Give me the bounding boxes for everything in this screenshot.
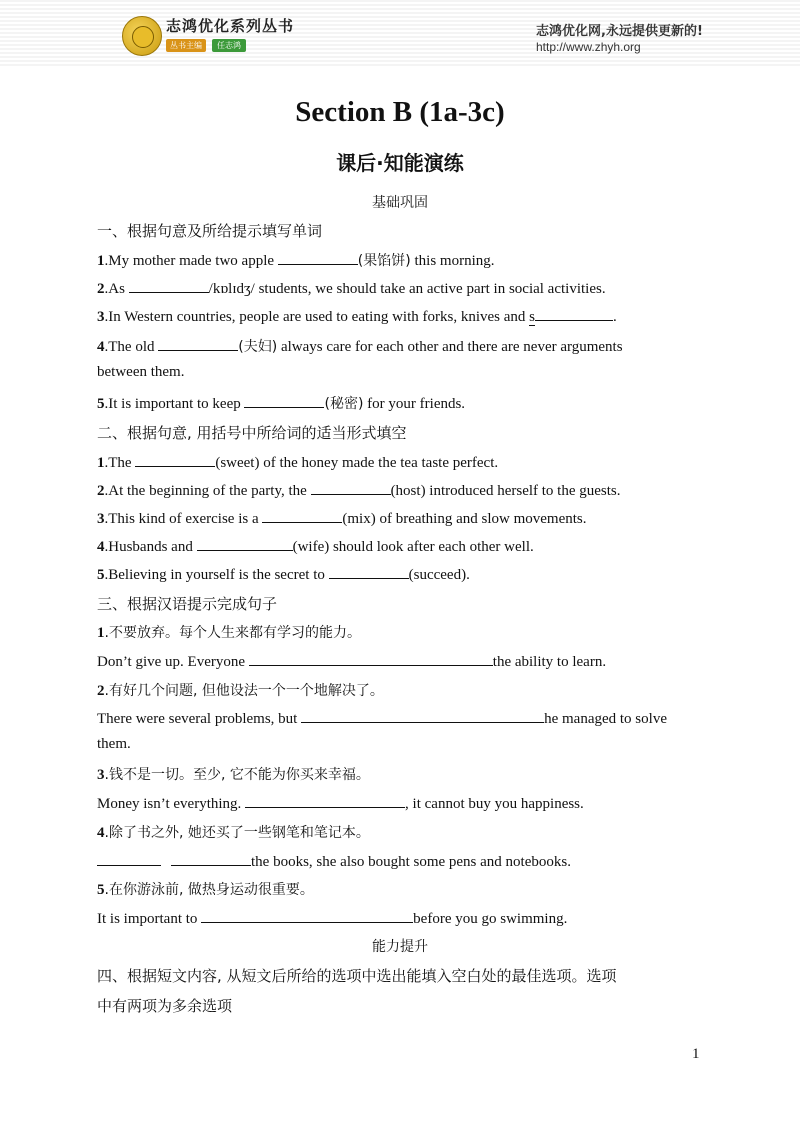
part1-q4: 4.The old (夫妇) always care for each other and there are never arguments xyxy=(97,336,623,356)
part3-q2-en: There were several problems, but he managed to solve xyxy=(97,708,667,728)
part3-q3-cn: 3.钱不是一切。至少, 它不能为你买来幸福。 xyxy=(97,767,370,783)
part3-q1-en: Don’t give up. Everyone the ability to learn. xyxy=(97,651,606,671)
label-basic: 基础巩固 xyxy=(372,195,428,211)
part2-q3: 3.This kind of exercise is a (mix) of breathing and slow movements. xyxy=(97,508,587,528)
part3-q2-cn: 2.有好几个问题, 但他设法一个一个地解决了。 xyxy=(97,683,384,699)
page-number: 1 xyxy=(692,1046,700,1062)
part4-heading-line1: 四、根据短文内容, 从短文后所给的选项中选出能填入空白处的最佳选项。选项 xyxy=(97,967,617,985)
editor-name-badge: 任志鸿 xyxy=(212,39,246,52)
part3-q5-en: It is important to before you go swimming. xyxy=(97,908,567,928)
part3-heading: 三、根据汉语提示完成句子 xyxy=(97,595,278,613)
editor-badge: 丛书主编 xyxy=(166,39,206,52)
page-header xyxy=(0,0,800,68)
part2-q2: 2.At the beginning of the party, the (host) introduced herself to the guests. xyxy=(97,480,621,500)
part3-q4-cn: 4.除了书之外, 她还买了一些钢笔和笔记本。 xyxy=(97,825,370,841)
part1-q4-cont: between them. xyxy=(97,364,185,380)
part1-q3: 3.In Western countries, people are used to eating with forks, knives and s . xyxy=(97,306,617,326)
part2-heading: 二、根据句意, 用括号中所给词的适当形式填空 xyxy=(97,424,407,442)
header-slogan: 志鸿优化网,永远提供更新的! xyxy=(536,24,703,39)
part3-q1-cn: 1.不要放弃。每个人生来都有学习的能力。 xyxy=(97,625,361,641)
part2-q5: 5.Believing in yourself is the secret to (succeed). xyxy=(97,564,470,584)
part3-q2-cont: them. xyxy=(97,736,131,752)
label-ability: 能力提升 xyxy=(372,939,428,955)
page-subtitle: 课后·知能演练 xyxy=(336,151,464,175)
part1-q5: 5.It is important to keep (秘密) for your friends. xyxy=(97,393,465,413)
part1-q2: 2.As /kɒlɪdʒ/ students, we should take an active part in social activities. xyxy=(97,278,606,298)
part2-q1: 1.The (sweet) of the honey made the tea taste perfect. xyxy=(97,452,498,472)
page-title: Section B (1a-3c) xyxy=(295,96,505,128)
part3-q3-en: Money isn’t everything. , it cannot buy you happiness. xyxy=(97,793,584,813)
part3-q4-en: the books, she also bought some pens and notebooks. xyxy=(97,851,571,871)
publisher-logo xyxy=(122,16,162,56)
part3-q5-cn: 5.在你游泳前, 做热身运动很重要。 xyxy=(97,882,314,898)
part1-q1: 1.My mother made two apple (果馅饼) this morning. xyxy=(97,250,495,270)
part2-q4: 4.Husbands and (wife) should look after each other well. xyxy=(97,536,534,556)
series-title: 志鸿优化系列丛书 xyxy=(166,17,295,35)
part4-heading-line2: 中有两项为多余选项 xyxy=(97,997,233,1015)
header-url[interactable]: http://www.zhyh.org xyxy=(536,40,641,54)
part1-heading: 一、根据句意及所给提示填写单词 xyxy=(97,222,323,240)
